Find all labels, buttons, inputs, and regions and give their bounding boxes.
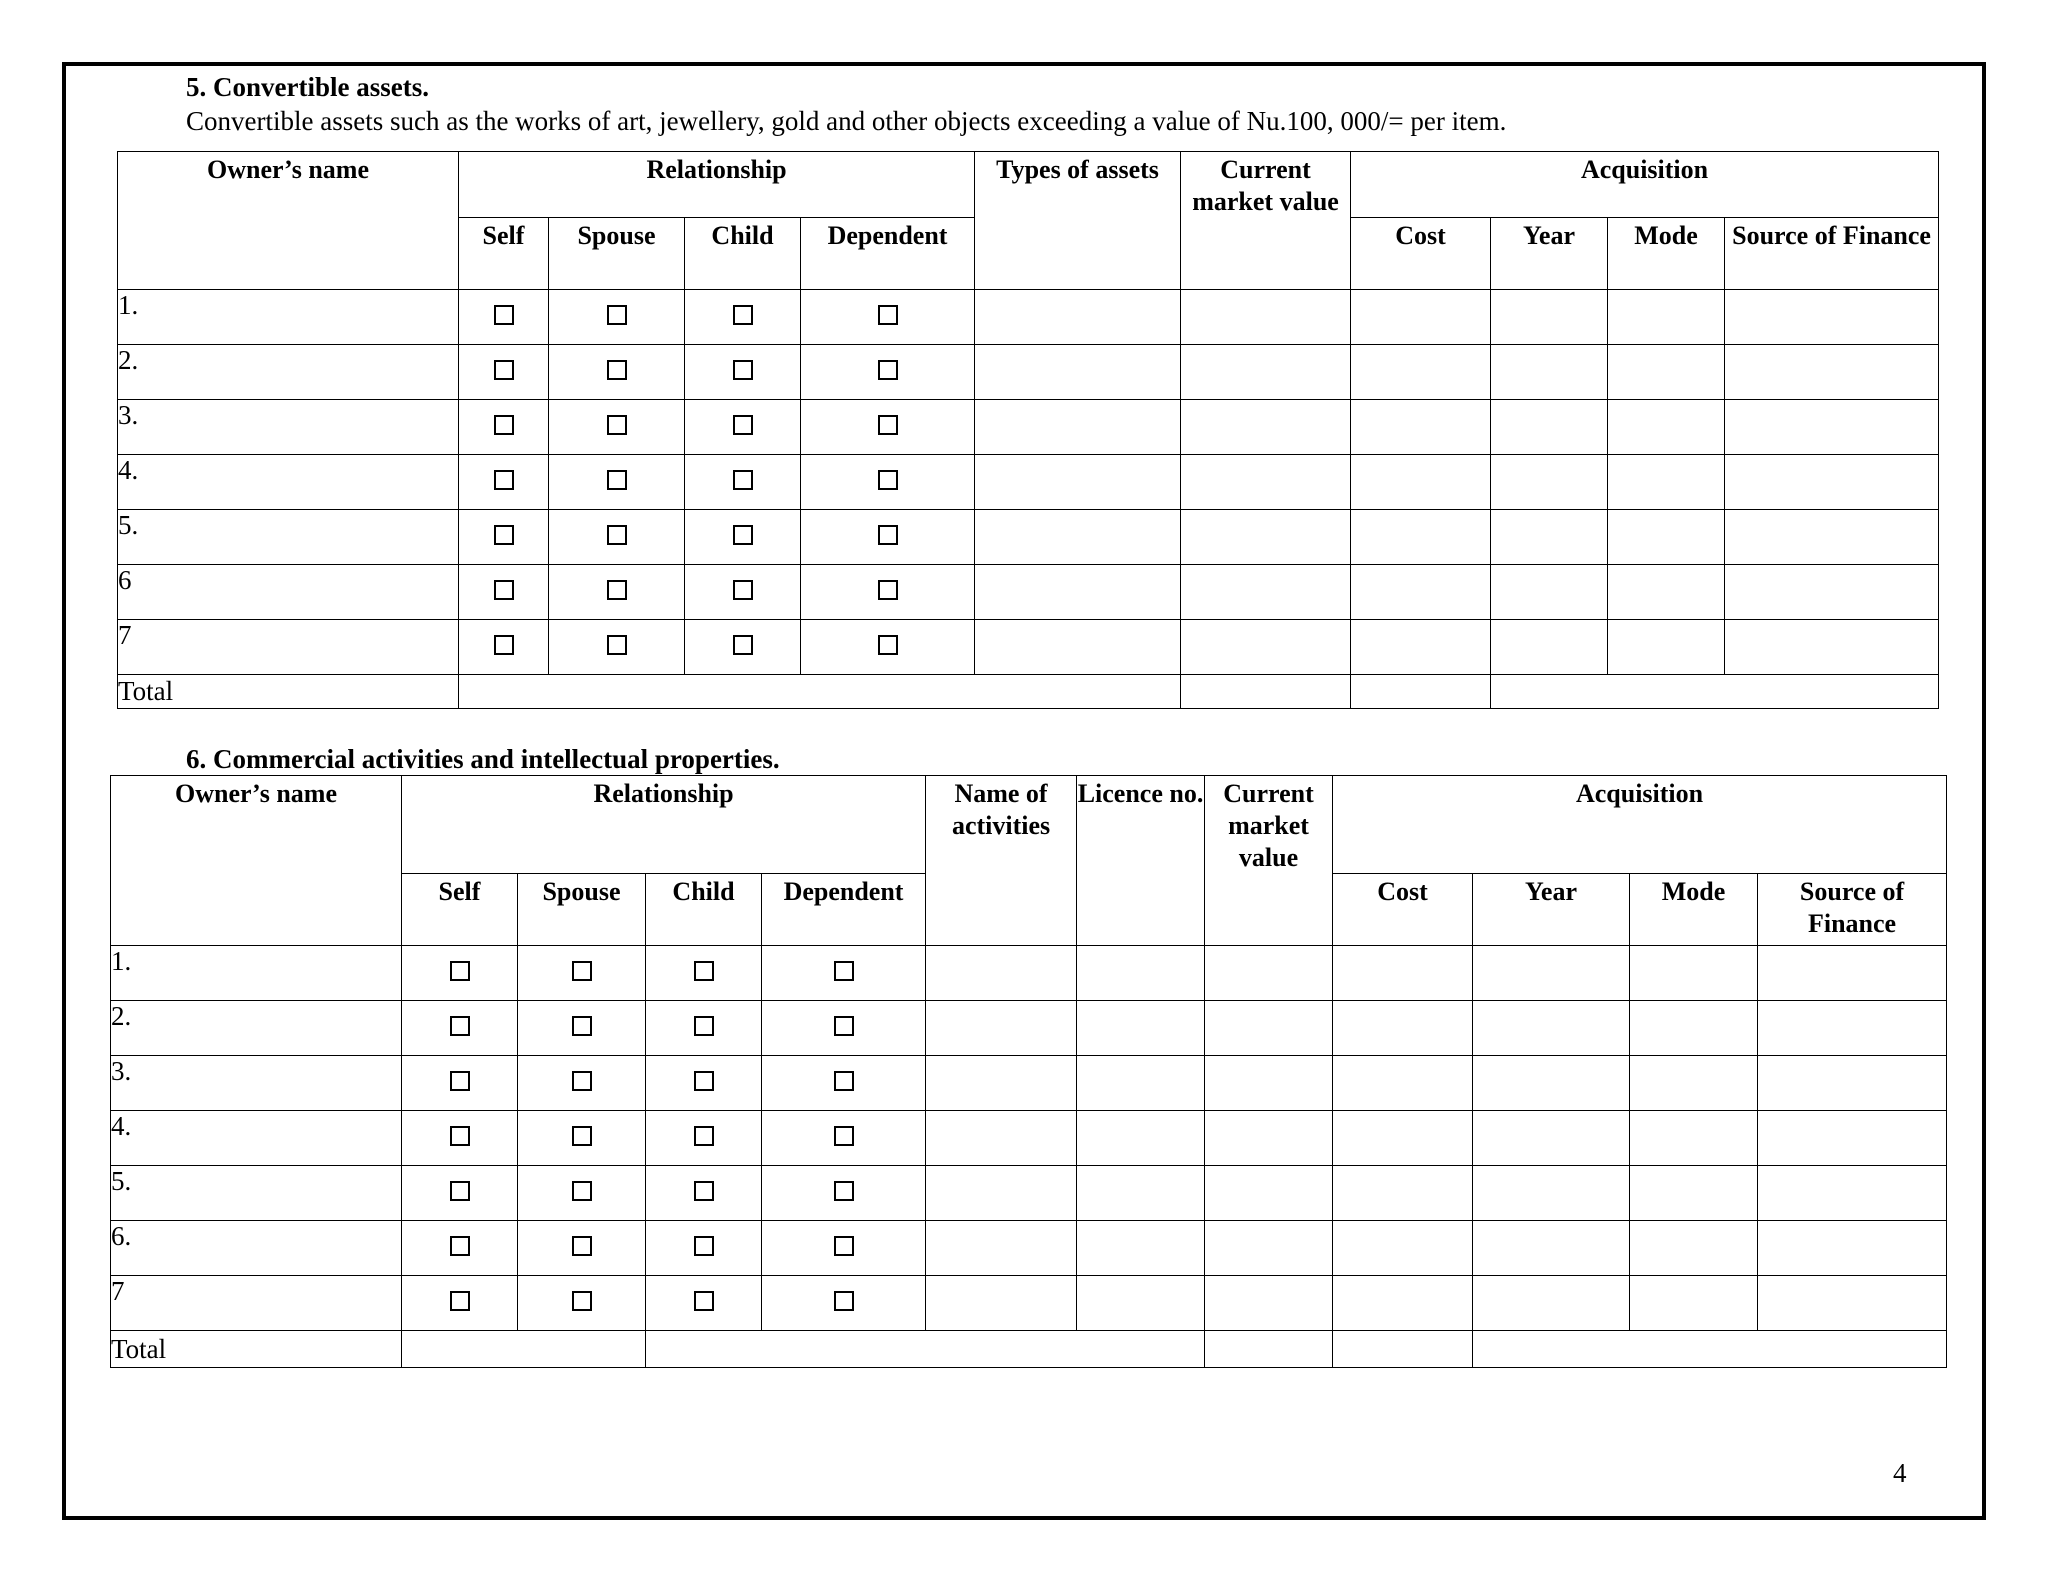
year-cell[interactable] bbox=[1491, 455, 1608, 510]
table-row bbox=[111, 1001, 1947, 1056]
mode-header: Mode bbox=[1608, 218, 1725, 290]
dependent-checkbox[interactable] bbox=[878, 470, 898, 490]
source-of-finance-cell[interactable] bbox=[1725, 400, 1939, 455]
row-number: 6. bbox=[111, 1221, 402, 1276]
types-of-assets-cell[interactable] bbox=[975, 345, 1181, 400]
licence-no-cell[interactable] bbox=[1077, 1221, 1205, 1276]
mode-cell[interactable] bbox=[1630, 1166, 1758, 1221]
types-of-assets-header: Types of assets bbox=[975, 152, 1181, 290]
current-market-value-cell[interactable] bbox=[1181, 620, 1351, 675]
year-cell[interactable] bbox=[1491, 565, 1608, 620]
mode-cell[interactable] bbox=[1630, 1276, 1758, 1331]
cell-child bbox=[646, 1111, 762, 1166]
table-row bbox=[118, 565, 1939, 620]
spouse-checkbox[interactable] bbox=[572, 1181, 592, 1201]
types-of-assets-cell[interactable] bbox=[975, 455, 1181, 510]
name-of-activities-cell[interactable] bbox=[926, 1166, 1077, 1221]
cell-dependent bbox=[801, 620, 975, 675]
current-market-value-cell[interactable] bbox=[1181, 565, 1351, 620]
total-remaining-cell[interactable] bbox=[1473, 1331, 1947, 1368]
table-row bbox=[118, 290, 1939, 345]
cell-spouse bbox=[518, 1276, 646, 1331]
self-checkbox[interactable] bbox=[450, 1291, 470, 1311]
cell-child bbox=[646, 1221, 762, 1276]
owner-name-header: Owner’s name bbox=[111, 776, 402, 946]
cost-cell[interactable] bbox=[1351, 510, 1491, 565]
dependent-checkbox[interactable] bbox=[878, 360, 898, 380]
row-number: 4. bbox=[118, 455, 459, 510]
types-of-assets-cell[interactable] bbox=[975, 400, 1181, 455]
cell-self bbox=[459, 345, 549, 400]
spouse-checkbox[interactable] bbox=[572, 961, 592, 981]
cell-child bbox=[646, 1056, 762, 1111]
child-checkbox[interactable] bbox=[733, 305, 753, 325]
dependent-checkbox[interactable] bbox=[834, 1071, 854, 1091]
mode-cell[interactable] bbox=[1630, 1001, 1758, 1056]
table-row bbox=[111, 1166, 1947, 1221]
cell-spouse bbox=[518, 1056, 646, 1111]
mode-cell[interactable] bbox=[1630, 1221, 1758, 1276]
mode-cell[interactable] bbox=[1630, 1111, 1758, 1166]
source-of-finance-cell[interactable] bbox=[1725, 510, 1939, 565]
table-row bbox=[118, 510, 1939, 565]
current-market-value-cell[interactable] bbox=[1205, 1056, 1333, 1111]
self-checkbox[interactable] bbox=[450, 961, 470, 981]
cell-self bbox=[459, 510, 549, 565]
name-of-activities-cell[interactable] bbox=[926, 1276, 1077, 1331]
cell-dependent bbox=[801, 510, 975, 565]
source-of-finance-cell[interactable] bbox=[1758, 1111, 1947, 1166]
owner-name-header: Owner’s name bbox=[118, 152, 459, 290]
current-market-value-cell[interactable] bbox=[1181, 510, 1351, 565]
total-label: Total bbox=[118, 675, 459, 709]
relationship-header: Relationship bbox=[402, 776, 926, 874]
mode-cell[interactable] bbox=[1608, 345, 1725, 400]
cell-dependent bbox=[762, 1276, 926, 1331]
total-label: Total bbox=[111, 1331, 402, 1368]
child-checkbox[interactable] bbox=[694, 961, 714, 981]
table-row bbox=[118, 620, 1939, 675]
spouse-checkbox[interactable] bbox=[572, 1126, 592, 1146]
cell-spouse bbox=[518, 1001, 646, 1056]
cell-child bbox=[685, 290, 801, 345]
self-checkbox[interactable] bbox=[450, 1071, 470, 1091]
cell-dependent bbox=[801, 400, 975, 455]
child-checkbox[interactable] bbox=[694, 1071, 714, 1091]
cell-child bbox=[646, 946, 762, 1001]
cost-cell[interactable] bbox=[1333, 1001, 1473, 1056]
dependent-checkbox[interactable] bbox=[878, 305, 898, 325]
dependent-checkbox[interactable] bbox=[878, 525, 898, 545]
self-checkbox[interactable] bbox=[494, 635, 514, 655]
types-of-assets-cell[interactable] bbox=[975, 565, 1181, 620]
cell-spouse bbox=[518, 1166, 646, 1221]
self-checkbox[interactable] bbox=[494, 580, 514, 600]
current-market-value-cell[interactable] bbox=[1181, 345, 1351, 400]
cell-spouse bbox=[518, 1221, 646, 1276]
child-checkbox[interactable] bbox=[733, 580, 753, 600]
source-of-finance-cell[interactable] bbox=[1758, 1276, 1947, 1331]
cell-child bbox=[685, 620, 801, 675]
cell-spouse bbox=[549, 345, 685, 400]
mode-cell[interactable] bbox=[1630, 1056, 1758, 1111]
current-market-value-cell[interactable] bbox=[1181, 455, 1351, 510]
year-cell[interactable] bbox=[1473, 946, 1630, 1001]
source-of-finance-cell[interactable] bbox=[1725, 620, 1939, 675]
spouse-checkbox[interactable] bbox=[572, 1291, 592, 1311]
row-number: 5. bbox=[111, 1166, 402, 1221]
child-checkbox[interactable] bbox=[733, 360, 753, 380]
row-number: 7 bbox=[111, 1276, 402, 1331]
cell-child bbox=[685, 345, 801, 400]
current-market-value-cell[interactable] bbox=[1205, 946, 1333, 1001]
cell-dependent bbox=[762, 1111, 926, 1166]
cell-child bbox=[685, 400, 801, 455]
total-remaining-cell[interactable] bbox=[1491, 675, 1939, 709]
current-market-value-cell[interactable] bbox=[1205, 1111, 1333, 1166]
cell-spouse bbox=[549, 510, 685, 565]
cell-self bbox=[402, 1001, 518, 1056]
mode-header: Mode bbox=[1630, 874, 1758, 946]
mode-cell[interactable] bbox=[1608, 290, 1725, 345]
child-checkbox[interactable] bbox=[694, 1291, 714, 1311]
year-header: Year bbox=[1491, 218, 1608, 290]
total-cost-cell[interactable] bbox=[1333, 1331, 1473, 1368]
name-of-activities-header: Name of activities bbox=[926, 776, 1077, 946]
section5-description: Convertible assets such as the works of art, jewellery, gold and other objects exceeding a value of Nu.100, 000/= per item. bbox=[186, 106, 1507, 136]
row-number: 2. bbox=[118, 345, 459, 400]
mode-cell[interactable] bbox=[1630, 946, 1758, 1001]
dependent-checkbox[interactable] bbox=[834, 1126, 854, 1146]
source-of-finance-cell[interactable] bbox=[1758, 1166, 1947, 1221]
child-header: Child bbox=[685, 218, 801, 290]
child-header: Child bbox=[646, 874, 762, 946]
current-market-value-cell[interactable] bbox=[1205, 1221, 1333, 1276]
cost-cell[interactable] bbox=[1351, 290, 1491, 345]
year-cell[interactable] bbox=[1491, 400, 1608, 455]
cell-child bbox=[685, 510, 801, 565]
cost-cell[interactable] bbox=[1333, 1276, 1473, 1331]
row-number: 4. bbox=[111, 1111, 402, 1166]
spouse-header: Spouse bbox=[549, 218, 685, 290]
self-checkbox[interactable] bbox=[494, 415, 514, 435]
licence-no-cell[interactable] bbox=[1077, 1001, 1205, 1056]
dependent-header: Dependent bbox=[801, 218, 975, 290]
convertible-assets-table bbox=[117, 151, 1939, 709]
cell-dependent bbox=[762, 1056, 926, 1111]
cost-cell[interactable] bbox=[1351, 400, 1491, 455]
cell-child bbox=[685, 565, 801, 620]
self-checkbox[interactable] bbox=[494, 525, 514, 545]
cost-cell[interactable] bbox=[1333, 1166, 1473, 1221]
year-cell[interactable] bbox=[1473, 1166, 1630, 1221]
table-row bbox=[111, 1056, 1947, 1111]
source-of-finance-cell[interactable] bbox=[1758, 1221, 1947, 1276]
spouse-checkbox[interactable] bbox=[607, 525, 627, 545]
source-of-finance-cell[interactable] bbox=[1725, 565, 1939, 620]
child-checkbox[interactable] bbox=[733, 635, 753, 655]
current-market-value-header: Current market value bbox=[1181, 152, 1351, 290]
year-cell[interactable] bbox=[1473, 1276, 1630, 1331]
child-checkbox[interactable] bbox=[694, 1181, 714, 1201]
cell-dependent bbox=[801, 345, 975, 400]
table-row bbox=[111, 1276, 1947, 1331]
section5-heading: 5. Convertible assets. bbox=[186, 72, 429, 102]
source-of-finance-cell[interactable] bbox=[1758, 1001, 1947, 1056]
year-cell[interactable] bbox=[1473, 1221, 1630, 1276]
page-number: 4 bbox=[1893, 1458, 1907, 1488]
child-checkbox[interactable] bbox=[694, 1016, 714, 1036]
cell-spouse bbox=[549, 620, 685, 675]
cell-dependent bbox=[801, 290, 975, 345]
cell-self bbox=[402, 1276, 518, 1331]
licence-no-cell[interactable] bbox=[1077, 1276, 1205, 1331]
section6-heading: 6. Commercial activities and intellectual properties. bbox=[186, 744, 780, 774]
cell-child bbox=[646, 1001, 762, 1056]
row-number: 3. bbox=[111, 1056, 402, 1111]
name-of-activities-cell[interactable] bbox=[926, 1056, 1077, 1111]
current-market-value-cell[interactable] bbox=[1181, 290, 1351, 345]
cell-self bbox=[402, 1166, 518, 1221]
cell-spouse bbox=[518, 1111, 646, 1166]
name-of-activities-cell[interactable] bbox=[926, 1221, 1077, 1276]
row-number: 7 bbox=[118, 620, 459, 675]
row-number: 6 bbox=[118, 565, 459, 620]
spouse-checkbox[interactable] bbox=[572, 1016, 592, 1036]
table-row bbox=[118, 400, 1939, 455]
dependent-checkbox[interactable] bbox=[878, 635, 898, 655]
mode-cell[interactable] bbox=[1608, 565, 1725, 620]
cost-cell[interactable] bbox=[1351, 620, 1491, 675]
types-of-assets-cell[interactable] bbox=[975, 290, 1181, 345]
spouse-header: Spouse bbox=[518, 874, 646, 946]
cell-self bbox=[402, 1111, 518, 1166]
source-of-finance-cell[interactable] bbox=[1725, 290, 1939, 345]
spouse-checkbox[interactable] bbox=[607, 470, 627, 490]
total-relationship-cell[interactable] bbox=[402, 1331, 646, 1368]
spouse-checkbox[interactable] bbox=[607, 635, 627, 655]
spouse-checkbox[interactable] bbox=[572, 1071, 592, 1091]
cost-header: Cost bbox=[1351, 218, 1491, 290]
name-of-activities-cell[interactable] bbox=[926, 1001, 1077, 1056]
table-row bbox=[111, 946, 1947, 1001]
cell-child bbox=[685, 455, 801, 510]
year-cell[interactable] bbox=[1473, 1056, 1630, 1111]
total-cost-cell[interactable] bbox=[1351, 675, 1491, 709]
licence-no-header: Licence no. bbox=[1077, 776, 1205, 946]
self-checkbox[interactable] bbox=[494, 470, 514, 490]
source-of-finance-header: Source of Finance bbox=[1725, 218, 1939, 290]
mode-cell[interactable] bbox=[1608, 620, 1725, 675]
cell-spouse bbox=[549, 565, 685, 620]
licence-no-cell[interactable] bbox=[1077, 1111, 1205, 1166]
source-of-finance-cell[interactable] bbox=[1725, 455, 1939, 510]
self-checkbox[interactable] bbox=[450, 1236, 470, 1256]
cost-cell[interactable] bbox=[1351, 565, 1491, 620]
cell-dependent bbox=[762, 1001, 926, 1056]
self-checkbox[interactable] bbox=[450, 1126, 470, 1146]
spouse-checkbox[interactable] bbox=[607, 415, 627, 435]
dependent-checkbox[interactable] bbox=[834, 1181, 854, 1201]
cell-dependent bbox=[801, 455, 975, 510]
cell-dependent bbox=[762, 946, 926, 1001]
child-checkbox[interactable] bbox=[733, 470, 753, 490]
child-checkbox[interactable] bbox=[694, 1236, 714, 1256]
source-of-finance-cell[interactable] bbox=[1758, 946, 1947, 1001]
current-market-value-cell[interactable] bbox=[1181, 400, 1351, 455]
cell-self bbox=[459, 455, 549, 510]
row-number: 5. bbox=[118, 510, 459, 565]
total-cell[interactable] bbox=[459, 675, 1181, 709]
year-cell[interactable] bbox=[1491, 510, 1608, 565]
total-current-value-cell[interactable] bbox=[1181, 675, 1351, 709]
cell-spouse bbox=[549, 455, 685, 510]
self-header: Self bbox=[402, 874, 518, 946]
child-checkbox[interactable] bbox=[694, 1126, 714, 1146]
name-of-activities-cell[interactable] bbox=[926, 946, 1077, 1001]
year-cell[interactable] bbox=[1491, 620, 1608, 675]
spouse-checkbox[interactable] bbox=[607, 305, 627, 325]
table-row bbox=[111, 1111, 1947, 1166]
cell-dependent bbox=[762, 1221, 926, 1276]
table-row bbox=[111, 1221, 1947, 1276]
year-cell[interactable] bbox=[1491, 345, 1608, 400]
spouse-checkbox[interactable] bbox=[607, 580, 627, 600]
dependent-checkbox[interactable] bbox=[834, 1236, 854, 1256]
cost-cell[interactable] bbox=[1333, 1221, 1473, 1276]
year-cell[interactable] bbox=[1491, 290, 1608, 345]
acquisition-header: Acquisition bbox=[1351, 152, 1939, 218]
self-checkbox[interactable] bbox=[494, 305, 514, 325]
cell-dependent bbox=[801, 565, 975, 620]
year-cell[interactable] bbox=[1473, 1111, 1630, 1166]
row-number: 1. bbox=[111, 946, 402, 1001]
current-market-value-header: Current market value bbox=[1205, 776, 1333, 946]
cost-cell[interactable] bbox=[1333, 946, 1473, 1001]
dependent-checkbox[interactable] bbox=[834, 1291, 854, 1311]
cell-self bbox=[402, 1056, 518, 1111]
cell-spouse bbox=[518, 946, 646, 1001]
cell-dependent bbox=[762, 1166, 926, 1221]
relationship-header: Relationship bbox=[459, 152, 975, 218]
cell-child bbox=[646, 1166, 762, 1221]
year-cell[interactable] bbox=[1473, 1001, 1630, 1056]
cell-spouse bbox=[549, 290, 685, 345]
licence-no-cell[interactable] bbox=[1077, 1166, 1205, 1221]
cell-self bbox=[459, 290, 549, 345]
self-checkbox[interactable] bbox=[494, 360, 514, 380]
cell-self bbox=[459, 620, 549, 675]
child-checkbox[interactable] bbox=[733, 525, 753, 545]
spouse-checkbox[interactable] bbox=[607, 360, 627, 380]
cost-cell[interactable] bbox=[1351, 455, 1491, 510]
source-of-finance-cell[interactable] bbox=[1758, 1056, 1947, 1111]
year-header: Year bbox=[1473, 874, 1630, 946]
cell-self bbox=[459, 400, 549, 455]
cell-spouse bbox=[549, 400, 685, 455]
self-checkbox[interactable] bbox=[450, 1181, 470, 1201]
cost-cell[interactable] bbox=[1351, 345, 1491, 400]
name-of-activities-cell[interactable] bbox=[926, 1111, 1077, 1166]
total-current-value-cell[interactable] bbox=[1205, 1331, 1333, 1368]
cost-header: Cost bbox=[1333, 874, 1473, 946]
cost-cell[interactable] bbox=[1333, 1056, 1473, 1111]
licence-no-cell[interactable] bbox=[1077, 946, 1205, 1001]
dependent-checkbox[interactable] bbox=[878, 580, 898, 600]
source-of-finance-header: Source of Finance bbox=[1758, 874, 1947, 946]
table-row bbox=[118, 345, 1939, 400]
mode-cell[interactable] bbox=[1608, 400, 1725, 455]
row-number: 3. bbox=[118, 400, 459, 455]
cell-self bbox=[459, 565, 549, 620]
acquisition-header: Acquisition bbox=[1333, 776, 1947, 874]
commercial-activities-table bbox=[110, 775, 1947, 1368]
mode-cell[interactable] bbox=[1608, 510, 1725, 565]
current-market-value-cell[interactable] bbox=[1205, 1001, 1333, 1056]
total-cell[interactable] bbox=[646, 1331, 1205, 1368]
dependent-checkbox[interactable] bbox=[834, 961, 854, 981]
cell-child bbox=[646, 1276, 762, 1331]
dependent-checkbox[interactable] bbox=[834, 1016, 854, 1036]
mode-cell[interactable] bbox=[1608, 455, 1725, 510]
dependent-header: Dependent bbox=[762, 874, 926, 946]
table-row bbox=[118, 455, 1939, 510]
child-checkbox[interactable] bbox=[733, 415, 753, 435]
cost-cell[interactable] bbox=[1333, 1111, 1473, 1166]
current-market-value-cell[interactable] bbox=[1205, 1166, 1333, 1221]
current-market-value-cell[interactable] bbox=[1205, 1276, 1333, 1331]
licence-no-cell[interactable] bbox=[1077, 1056, 1205, 1111]
types-of-assets-cell[interactable] bbox=[975, 510, 1181, 565]
dependent-checkbox[interactable] bbox=[878, 415, 898, 435]
source-of-finance-cell[interactable] bbox=[1725, 345, 1939, 400]
types-of-assets-cell[interactable] bbox=[975, 620, 1181, 675]
spouse-checkbox[interactable] bbox=[572, 1236, 592, 1256]
row-number: 1. bbox=[118, 290, 459, 345]
self-header: Self bbox=[459, 218, 549, 290]
row-number: 2. bbox=[111, 1001, 402, 1056]
self-checkbox[interactable] bbox=[450, 1016, 470, 1036]
cell-self bbox=[402, 946, 518, 1001]
cell-self bbox=[402, 1221, 518, 1276]
